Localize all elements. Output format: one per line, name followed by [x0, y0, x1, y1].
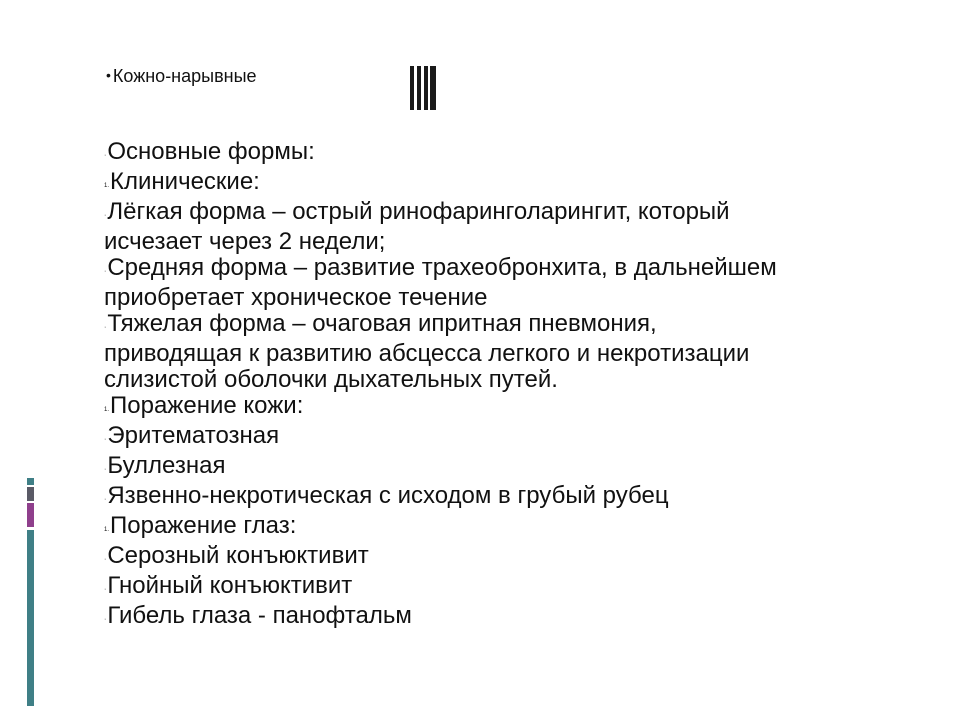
list-bullet-marker: · — [104, 556, 107, 563]
content-line-text: Гнойный конъюктивит — [107, 572, 353, 599]
content-line — [104, 423, 904, 453]
content-line — [104, 341, 904, 367]
list-bullet-marker: · — [104, 268, 107, 275]
content-line-text: Клинические: — [110, 168, 260, 195]
decorative-accent-gray — [27, 487, 34, 501]
content-line — [104, 453, 904, 483]
decorative-accent-teal-top — [27, 478, 34, 485]
heading-text: Кожно-нарывные — [112, 66, 257, 86]
decorative-bars-top — [410, 66, 436, 110]
content-line-text: исчезает через 2 недели; — [104, 228, 386, 255]
content-line-text: Лёгкая форма – острый ринофаринголарингит, который — [107, 198, 730, 225]
list-bullet-marker: · — [104, 152, 107, 159]
content-line-text: слизистой оболочки дыхательных путей. — [104, 366, 558, 393]
content-line-text: Гибель глаза - панофтальм — [107, 602, 412, 629]
content-line — [104, 139, 904, 169]
content-line-text: приводящая к развитию абсцесса легкого и некротизации — [104, 340, 750, 367]
content-line — [104, 513, 904, 543]
content-line-text: Буллезная — [107, 452, 226, 479]
content-line — [104, 169, 904, 199]
content-line — [104, 311, 904, 341]
content-line-text: Тяжелая форма – очаговая ипритная пневмония, — [107, 310, 657, 337]
decorative-accent-magenta — [27, 503, 34, 527]
content-line — [104, 603, 904, 633]
content-line — [104, 199, 904, 229]
list-bullet-marker: · — [104, 436, 107, 443]
heading-bullet: • — [106, 67, 111, 83]
content-line — [104, 543, 904, 573]
list-bullet-marker: · — [104, 324, 107, 331]
content-line — [104, 483, 904, 513]
list-number-marker: 1. — [104, 183, 110, 189]
content-line-text: Серозный конъюктивит — [107, 542, 369, 569]
content-line — [104, 285, 904, 311]
slide-heading — [106, 62, 257, 89]
content-line — [104, 367, 904, 393]
content-line — [104, 393, 904, 423]
list-bullet-marker: · — [104, 496, 107, 503]
content-line-text: Эритематозная — [107, 422, 280, 449]
content-line-text: Поражение кожи: — [110, 392, 304, 419]
list-bullet-marker: · — [104, 586, 107, 593]
content-line — [104, 573, 904, 603]
content-line — [104, 229, 904, 255]
content-line-text: Поражение глаз: — [110, 512, 297, 539]
content-line-text: Язвенно-некротическая с исходом в грубый рубец — [107, 482, 669, 509]
list-number-marker: 1. — [104, 407, 110, 413]
list-bullet-marker: · — [104, 616, 107, 623]
content-line-text: приобретает хроническое течение — [104, 284, 488, 311]
list-bullet-marker: · — [104, 466, 107, 473]
list-bullet-marker: · — [104, 212, 107, 219]
content-line-text: Основные формы: — [107, 138, 315, 165]
decorative-accent-teal — [27, 530, 34, 706]
list-number-marker: 1. — [104, 527, 110, 533]
content-body — [104, 139, 904, 633]
content-line-text: Средняя форма – развитие трахеобронхита, в дальнейшем — [107, 254, 777, 281]
content-line — [104, 255, 904, 285]
